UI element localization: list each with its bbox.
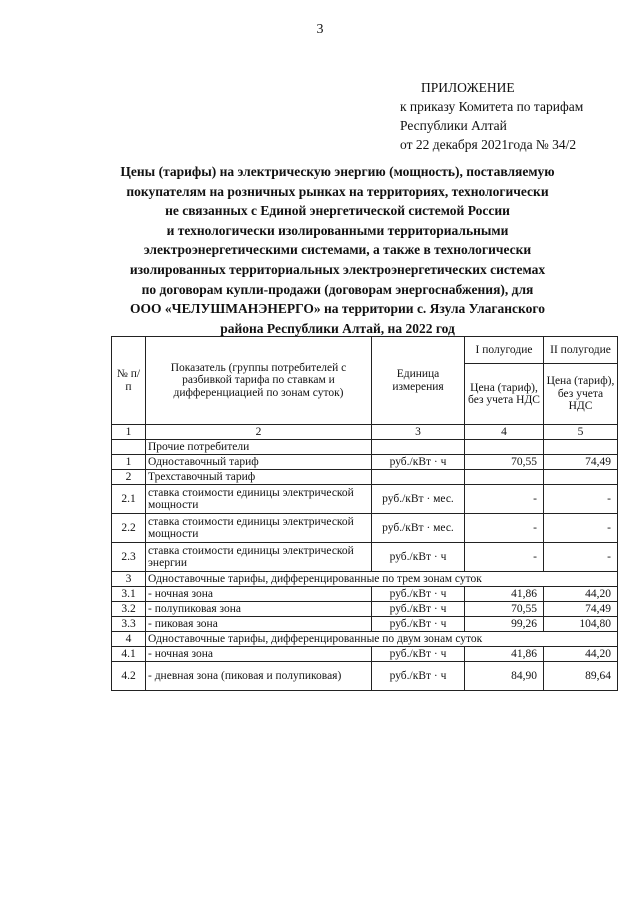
row-half1-value: - [465, 485, 544, 514]
header-indicator: Показатель (группы потребителей с разбивкой тарифа по ставкам и дифференциацией по зонам суток) [146, 337, 372, 425]
table-row [112, 662, 618, 691]
row-num: 2.2 [112, 514, 146, 543]
row-half1-value: 70,55 [465, 455, 544, 470]
row-num: 4.1 [112, 647, 146, 662]
row-unit: руб./кВт · ч [372, 617, 465, 632]
col-number: 3 [372, 425, 465, 440]
header-price2: Цена (тариф), без учета НДС [544, 364, 618, 425]
title-line: не связанных с Единой энергетической системой России [165, 203, 510, 219]
row-label: ставка стоимости единицы электрической мощности [146, 485, 372, 514]
document-title [60, 162, 615, 338]
row-num: 2.3 [112, 543, 146, 572]
col-number: 4 [465, 425, 544, 440]
table-row [112, 440, 618, 455]
row-num: 4.2 [112, 662, 146, 691]
table-row [112, 602, 618, 617]
table-row [112, 617, 618, 632]
row-unit: руб./кВт · мес. [372, 514, 465, 543]
row-num: 2 [112, 470, 146, 485]
table-row [112, 647, 618, 662]
header-num: № п/п [112, 337, 146, 425]
row-half2-value: 44,20 [544, 587, 618, 602]
row-num: 3.1 [112, 587, 146, 602]
row-unit [372, 470, 465, 485]
row-label: ставка стоимости единицы электрической энергии [146, 543, 372, 572]
col-number: 2 [146, 425, 372, 440]
header-half2: II полугодие [544, 337, 618, 364]
row-unit: руб./кВт · ч [372, 543, 465, 572]
title-line: покупателям на розничных рынках на территориях, технологически [126, 183, 549, 199]
row-label: - полупиковая зона [146, 602, 372, 617]
row-half1-value: - [465, 543, 544, 572]
row-half1-value: 41,86 [465, 647, 544, 662]
row-label: Одноставочные тарифы, дифференцированные по двум зонам суток [146, 632, 618, 647]
row-num: 1 [112, 455, 146, 470]
row-label: - ночная зона [146, 587, 372, 602]
row-half1-value: 99,26 [465, 617, 544, 632]
row-half2-value: - [544, 514, 618, 543]
row-half1-value [465, 440, 544, 455]
row-half1-value: 70,55 [465, 602, 544, 617]
row-half2-value: - [544, 485, 618, 514]
row-label: Прочие потребители [146, 440, 372, 455]
title-line: по договорам купли-продажи (договорам энергоснабжения), для [141, 281, 534, 297]
row-half2-value: 74,49 [544, 455, 618, 470]
row-half1-value: - [465, 514, 544, 543]
title-line: изолированных территориальных электроэнергетических системах [129, 261, 546, 277]
row-half2-value: - [544, 543, 618, 572]
row-label: Одноставочный тариф [146, 455, 372, 470]
row-num [112, 440, 146, 455]
row-half2-value: 89,64 [544, 662, 618, 691]
header-price1: Цена (тариф), без учета НДС [465, 364, 544, 425]
row-label: - пиковая зона [146, 617, 372, 632]
row-half2-value: 44,20 [544, 647, 618, 662]
column-number-row [112, 425, 618, 440]
title-line: Цены (тарифы) на электрическую энергию (мощность), поставляемую [120, 164, 555, 179]
row-half1-value: 41,86 [465, 587, 544, 602]
row-label: ставка стоимости единицы электрической мощности [146, 514, 372, 543]
row-label: Одноставочные тарифы, дифференцированные по трем зонам суток [146, 572, 618, 587]
row-half2-value [544, 440, 618, 455]
header-unit: Единица измерения [372, 337, 465, 425]
table-row [112, 632, 618, 647]
table-row [112, 470, 618, 485]
title-line: электроэнергетическими системами, а также в технологически [143, 242, 532, 258]
title-line: ООО «ЧЕЛУШМАНЭНЕРГО» на территории с. Язула Улаганского [130, 301, 545, 317]
row-num: 2.1 [112, 485, 146, 514]
appendix-line: Республики Алтай [400, 118, 507, 133]
row-label: - ночная зона [146, 647, 372, 662]
appendix-title: ПРИЛОЖЕНИЕ [421, 80, 515, 95]
row-label: Трехставочный тариф [146, 470, 372, 485]
row-num: 3.2 [112, 602, 146, 617]
col-number: 1 [112, 425, 146, 440]
table-row [112, 587, 618, 602]
row-half2-value [544, 470, 618, 485]
row-unit: руб./кВт · мес. [372, 485, 465, 514]
row-num: 3.3 [112, 617, 146, 632]
appendix-block [400, 78, 583, 154]
row-unit: руб./кВт · ч [372, 587, 465, 602]
tariff-table [111, 336, 618, 691]
row-half1-value [465, 470, 544, 485]
table-header-row [112, 337, 618, 364]
header-half1: I полугодие [465, 337, 544, 364]
row-unit: руб./кВт · ч [372, 662, 465, 691]
table-row [112, 485, 618, 514]
col-number: 5 [544, 425, 618, 440]
table-row [112, 514, 618, 543]
row-unit: руб./кВт · ч [372, 455, 465, 470]
table-row [112, 543, 618, 572]
row-half2-value: 74,49 [544, 602, 618, 617]
page-number: 3 [316, 22, 324, 37]
row-half2-value: 104,80 [544, 617, 618, 632]
table-row [112, 455, 618, 470]
row-label: - дневная зона (пиковая и полупиковая) [146, 662, 372, 691]
appendix-line: от 22 декабря 2021года № 34/2 [400, 137, 577, 152]
appendix-line: к приказу Комитета по тарифам [400, 99, 584, 114]
title-line: района Республики Алтай, на 2022 год [220, 320, 455, 336]
row-unit: руб./кВт · ч [372, 602, 465, 617]
row-unit [372, 440, 465, 455]
table-row [112, 572, 618, 587]
row-num: 3 [112, 572, 146, 587]
row-half1-value: 84,90 [465, 662, 544, 691]
title-line: и технологически изолированными территориальными [166, 222, 509, 238]
row-num: 4 [112, 632, 146, 647]
row-unit: руб./кВт · ч [372, 647, 465, 662]
